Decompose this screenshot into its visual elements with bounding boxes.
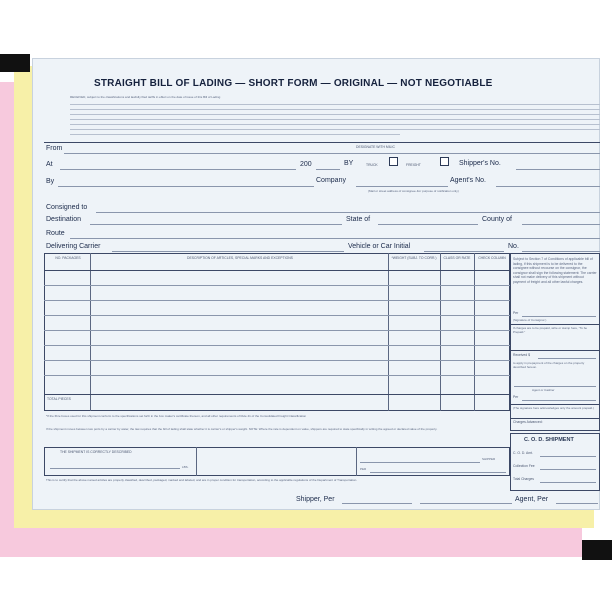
lbs-label: LBS. xyxy=(182,465,189,469)
destination-line[interactable] xyxy=(90,224,342,225)
from-line[interactable] xyxy=(64,153,600,154)
no-line[interactable] xyxy=(522,251,600,252)
year-line[interactable] xyxy=(316,169,340,170)
collection-fee-label: Collection Fee xyxy=(513,464,535,468)
agent-per-label: Agent, Per xyxy=(515,496,549,503)
agents-no-line[interactable] xyxy=(496,186,600,187)
table-row[interactable] xyxy=(44,345,510,346)
consigned-to-line[interactable] xyxy=(96,212,600,213)
shippers-no-line[interactable] xyxy=(516,169,600,170)
cod-amount-label: C. O. D. Amt. xyxy=(513,451,533,455)
company-label: Company xyxy=(316,177,346,184)
fibre-box-note: *If the fibre boxes used for this shipment conform to the specifications set forth in the box maker's certificate thereon, and all other requirements of Rule 41 of the Consolidated Freight Classification xyxy=(46,414,307,418)
table-row[interactable] xyxy=(44,315,510,316)
signature-line[interactable] xyxy=(420,503,512,504)
per-mid-line[interactable] xyxy=(370,472,506,473)
table-row[interactable] xyxy=(44,285,510,286)
consignor-signature-caption: (Signature of Consignor.) xyxy=(513,318,547,322)
consigned-to-label: Consigned to xyxy=(46,204,88,211)
mail-address-note: (Mail or street address of consignee-For purpose of notification only) xyxy=(368,189,459,193)
received-amount-line[interactable] xyxy=(538,358,596,359)
total-pieces-label: TOTAL PIECES xyxy=(47,397,71,401)
fine-print-line xyxy=(70,109,600,110)
panel-divider xyxy=(510,324,600,325)
column-divider xyxy=(440,253,441,411)
freight-label: FREIGHT xyxy=(406,163,421,167)
fine-print-line xyxy=(70,119,600,120)
by-label: By xyxy=(46,178,55,185)
at-label: At xyxy=(46,161,53,168)
received-clause: RECEIVED, subject to the classifications and lawfully filed tariffs in effect on the date of issue of this Bill of Lading xyxy=(70,95,221,99)
fine-print-line xyxy=(70,124,600,125)
prepayment-note: to apply in prepayment of the charges on the property described hereon. xyxy=(513,361,585,369)
shipper-per-line[interactable] xyxy=(342,503,412,504)
received-amount-label: Received $ xyxy=(513,353,530,357)
table-row[interactable] xyxy=(44,360,510,361)
cashier-per-line[interactable] xyxy=(522,400,596,401)
collection-fee-line[interactable] xyxy=(540,469,596,470)
route-label: Route xyxy=(46,230,65,237)
total-charges-label: Total Charges xyxy=(513,477,534,481)
col-packages-header: NO. PACKAGES xyxy=(55,256,81,260)
declared-value-note: If the shipment moves between two ports by a carrier by water, the law requires that the bill of lading shall state whether it is carrier's or shipper's weight. NOTE: Where the rate is dependent on value, shippers are required to state specifically in writing the agreed or declared value of the property. xyxy=(46,427,438,431)
delivering-carrier-line[interactable] xyxy=(112,251,344,252)
by-upper-label: BY xyxy=(344,160,354,167)
section-7-text: Subject to Section 7 of Conditions of applicable bill of lading, if this shipment is to be delivered to the consignee without recourse on the consignor, the consignor shall sign the following statement: The carrier shall not make delivery of this shipment without payment of freight and all other lawful charges. xyxy=(513,257,597,284)
destination-label: Destination xyxy=(46,216,82,223)
county-of-line[interactable] xyxy=(522,224,600,225)
agents-no-label: Agent's No. xyxy=(450,177,486,184)
table-row[interactable] xyxy=(44,300,510,301)
state-of-line[interactable] xyxy=(378,224,478,225)
fine-print-line xyxy=(70,114,600,115)
shippers-no-label: Shipper's No. xyxy=(459,160,501,167)
table-row[interactable] xyxy=(44,330,510,331)
truck-checkbox[interactable] xyxy=(389,157,398,166)
corner-mark-top-left xyxy=(0,54,30,72)
col-class-header: CLASS OR RATE xyxy=(443,256,471,260)
divider xyxy=(44,142,600,143)
total-charges-line[interactable] xyxy=(540,482,596,483)
year-label: 200 xyxy=(300,161,312,168)
column-divider xyxy=(90,253,91,411)
cod-amount-line[interactable] xyxy=(540,456,596,457)
col-check-header: CHECK COLUMN xyxy=(478,256,506,260)
consignor-signature-line[interactable] xyxy=(522,316,596,317)
agent-cashier-line[interactable] xyxy=(514,386,596,387)
form-title: STRAIGHT BILL OF LADING — SHORT FORM — ORIGINAL — NOT NEGOTIABLE xyxy=(94,78,493,89)
route-line[interactable] xyxy=(70,238,600,239)
panel-divider xyxy=(510,418,600,419)
prepaid-instruction: If charges are to be prepaid, write or stamp here, "To be Prepaid." xyxy=(513,326,588,334)
no-label: No. xyxy=(508,243,519,250)
charges-advanced-label: Charges Advanced: xyxy=(513,420,543,424)
fine-print-line xyxy=(70,134,400,135)
correctly-described-label: THE SHIPMENT IS CORRECTLY DESCRIBED xyxy=(60,450,132,454)
truck-label: TRUCK xyxy=(366,163,378,167)
agent-cashier-caption: Agent or Cashier xyxy=(532,388,555,392)
table-row[interactable] xyxy=(44,375,510,376)
at-line[interactable] xyxy=(60,169,296,170)
from-label: From xyxy=(46,145,63,152)
shipper-per-label: Shipper, Per xyxy=(296,496,335,503)
fine-print-line xyxy=(70,129,600,130)
cashier-per-label: Per xyxy=(513,395,519,399)
company-line[interactable] xyxy=(356,186,448,187)
total-row-divider xyxy=(44,394,510,395)
shipper-mid-line[interactable] xyxy=(360,462,480,463)
state-of-label: State of xyxy=(346,216,371,223)
col-weight-header: *WEIGHT (SUBJ. TO CORR.) xyxy=(391,256,437,260)
column-divider xyxy=(356,447,357,476)
by-line[interactable] xyxy=(58,186,314,187)
agent-per-line[interactable] xyxy=(556,503,598,504)
shipper-mid-label: SHIPPER xyxy=(482,457,496,461)
prepaid-acknowledgement: (The signature here acknowledges only the amount prepaid.) xyxy=(513,406,594,410)
delivering-carrier-label: Delivering Carrier xyxy=(46,243,101,250)
cod-header: C. O. D. SHIPMENT xyxy=(524,437,574,443)
weight-line[interactable] xyxy=(50,468,180,469)
col-description-header: DESCRIPTION OF ARTICLES, SPECIAL MARKS AND EXCEPTIONS xyxy=(187,256,293,260)
column-divider xyxy=(196,447,197,476)
per-mid-label: PER xyxy=(360,467,367,471)
certification-statement: This is to certify that the above named articles are properly classified, described, packaged, marked and labeled, and are in proper condition for transportation, according to the applicable regulations of the Department of Transportation. xyxy=(46,478,358,482)
consignor-per-label: Per xyxy=(513,311,519,315)
panel-divider xyxy=(510,350,600,351)
freight-checkbox[interactable] xyxy=(440,157,449,166)
designate-label: DESIGNATE WITH MILIC xyxy=(356,145,395,149)
panel-divider xyxy=(510,404,600,405)
header-divider xyxy=(44,270,510,271)
vehicle-label: Vehicle or Car Initial xyxy=(348,243,411,250)
corner-mark-bottom-right xyxy=(582,540,612,560)
column-divider xyxy=(388,253,389,411)
vehicle-line[interactable] xyxy=(424,251,504,252)
county-of-label: County of xyxy=(482,216,512,223)
fine-print-line xyxy=(70,104,600,105)
column-divider xyxy=(474,253,475,411)
